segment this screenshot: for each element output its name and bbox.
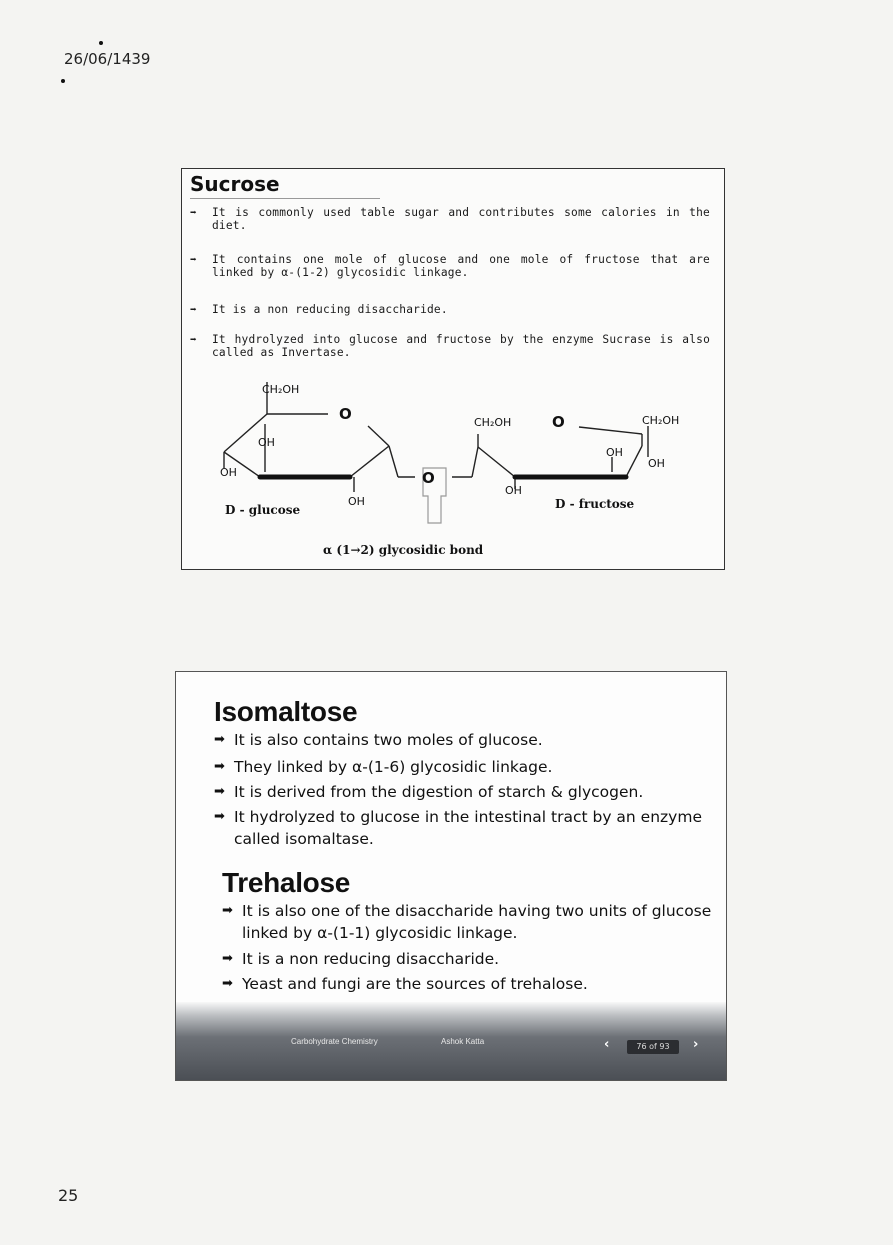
fructose-ch2oh-right: CH₂OH (642, 414, 680, 427)
arrow-bullet-icon: ➡ (222, 976, 233, 991)
slide-isomaltose-trehalose (175, 671, 727, 1081)
bullet-item: ➡ It is derived from the digestion of starch & glycogen. (214, 783, 644, 801)
bullet-item: ➡ It hydrolyzed to glucose in the intestinal tract by an enzyme called isomaltase. (214, 808, 702, 848)
glucose-oh-bottom: OH (348, 495, 365, 508)
arrow-bullet-icon: ➡ (214, 759, 225, 774)
glucose-ring-o: O (339, 405, 352, 423)
bullet-item: ➡ It is a non reducing disaccharide. (190, 303, 448, 316)
arrow-bullet-icon: ➡ (222, 903, 233, 918)
bullet-item: ➡ It hydrolyzed into glucose and fructose by the enzyme Sucrase is also called as Invertase. (190, 333, 710, 359)
slide-title: Sucrose (190, 172, 280, 196)
bullet-item: ➡ It contains one mole of glucose and one mole of fructose that are linked by α-(1-2) glycosidic linkage. (190, 253, 710, 279)
fructose-oh-inner: OH (606, 446, 623, 459)
arrow-bullet-icon: ➡ (190, 303, 197, 316)
fructose-oh-right: OH (648, 457, 665, 470)
page-indicator: 76 of 93 (627, 1040, 679, 1054)
fructose-ch2oh-left: CH₂OH (474, 416, 512, 429)
arrow-bullet-icon: ➡ (222, 951, 233, 966)
bullet-item: ➡ It is also one of the disaccharide having two units of glucose linked by α-(1-1) glycosidic linkage. (222, 902, 712, 942)
page-number: 25 (58, 1186, 79, 1205)
arrow-bullet-icon: ➡ (190, 253, 197, 266)
footer-author: Ashok Katta (441, 1037, 485, 1046)
glucose-oh-inner: OH (258, 436, 275, 449)
bridge-o: O (422, 469, 435, 487)
title-underline (190, 198, 380, 199)
page-date: 26/06/1439 (64, 50, 151, 68)
bullet-item: ➡ It is commonly used table sugar and contributes some calories in the diet. (190, 206, 710, 232)
prev-slide-button[interactable]: ‹ (604, 1037, 610, 1052)
speck (61, 79, 65, 83)
bond-label: α (1→2) glycosidic bond (323, 543, 484, 557)
bullet-item: ➡ Yeast and fungi are the sources of trehalose. (222, 975, 588, 993)
fructose-label: D - fructose (555, 497, 635, 511)
glucose-oh-left: OH (220, 466, 237, 479)
fructose-oh-bottom: OH (505, 484, 522, 497)
arrow-bullet-icon: ➡ (190, 206, 197, 219)
glucose-label: D - glucose (225, 503, 301, 517)
arrow-bullet-icon: ➡ (190, 333, 197, 346)
bullet-item: ➡ It is also contains two moles of glucose. (214, 731, 543, 749)
slide-footer-bar (176, 1002, 726, 1080)
footer-course-title: Carbohydrate Chemistry (291, 1037, 378, 1046)
fructose-ring-o: O (552, 413, 565, 431)
speck (99, 41, 103, 45)
bullet-item: ➡ It is a non reducing disaccharide. (222, 950, 500, 968)
bullet-item: ➡ They linked by α-(1-6) glycosidic linkage. (214, 758, 553, 776)
sucrose-structure-diagram (182, 374, 726, 569)
slide-title-isomaltose: Isomaltose (214, 696, 358, 727)
arrow-bullet-icon: ➡ (214, 784, 225, 799)
slide-sucrose (181, 168, 725, 570)
arrow-bullet-icon: ➡ (214, 809, 225, 824)
slide-title-trehalose: Trehalose (222, 867, 351, 898)
next-slide-button[interactable]: › (693, 1037, 699, 1052)
arrow-bullet-icon: ➡ (214, 732, 225, 747)
glucose-ch2oh-label: CH₂OH (262, 383, 300, 396)
